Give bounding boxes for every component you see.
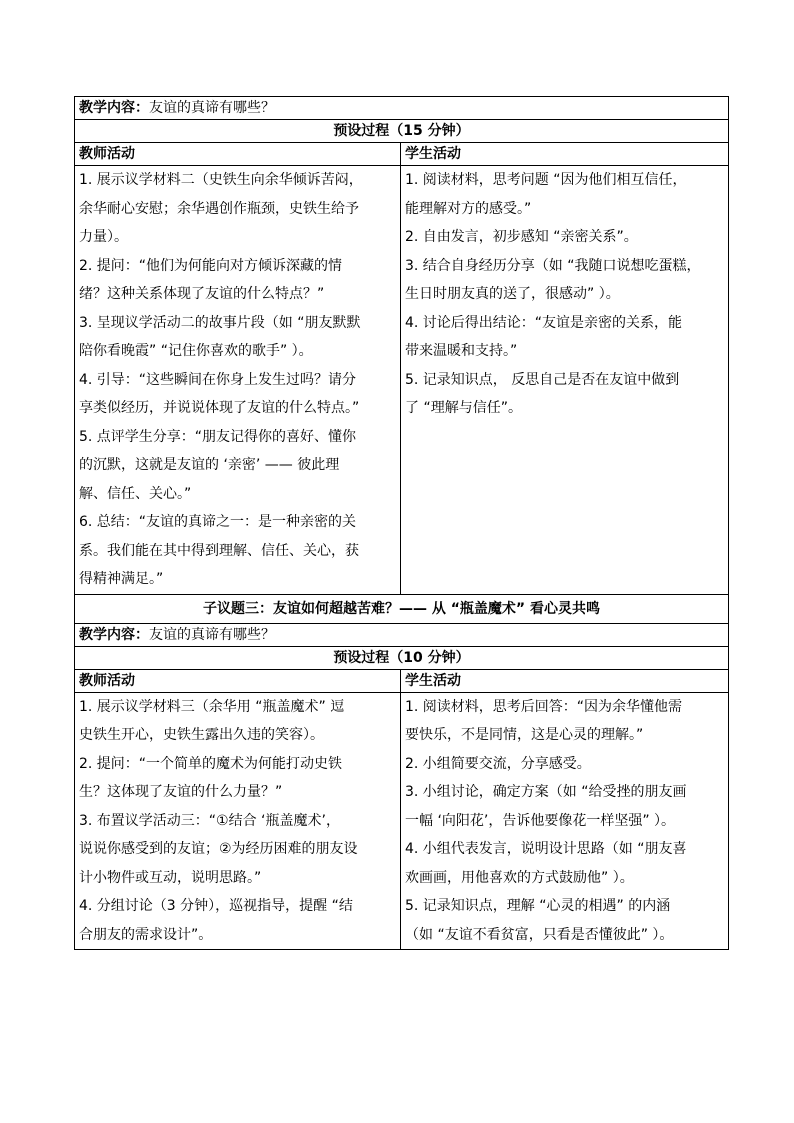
student-line: 4. 讨论后得出结论：“友谊是亲密的关系，能 xyxy=(405,314,683,331)
section1-content-row xyxy=(75,97,729,120)
section2-student-header: 学生活动 xyxy=(401,669,729,692)
section2-content-text: 友谊的真谛有哪些？ xyxy=(149,626,275,643)
teacher-line: 1. 展示议学材料二（史铁生向余华倾诉苦闷， xyxy=(79,172,363,188)
student-line: 一幅 ‘向阳花’，告诉他要像花一样坚强” ）。 xyxy=(405,812,676,829)
subtopic3-row xyxy=(75,594,729,623)
student-line: 2. 自由发言，初步感知 “亲密关系”。 xyxy=(405,229,638,245)
section2-content-cell xyxy=(75,623,729,646)
teacher-line: 绪？这种关系体现了友谊的什么特点？” xyxy=(79,286,325,302)
teacher-line: 说说你感受到的友谊；②为经历困难的朋友设 xyxy=(79,841,358,857)
teacher-line: 余华耐心安慰；余华遇创作瓶颈，史铁生给予 xyxy=(79,200,359,217)
section2-content-label: 教学内容： xyxy=(79,626,149,643)
student-line: 5. 记录知识点， 反思自己是否在友谊中做到 xyxy=(405,371,680,388)
section1-student-activities xyxy=(401,166,729,595)
teacher-line: 2. 提问：“一个简单的魔术为何能打动史铁 xyxy=(79,755,343,772)
teacher-line: 4. 分组讨论（3 分钟），巡视指导，提醒 “结 xyxy=(79,898,353,914)
student-line: 带来温暖和支持。” xyxy=(405,343,518,359)
teacher-line: 享类似经历，并说说体现了友谊的什么特点。” xyxy=(79,400,360,416)
teacher-line: 2. 提问：“他们为何能向对方倾诉深藏的情 xyxy=(79,257,343,274)
student-line: 了 “理解与信任”。 xyxy=(405,400,522,416)
section2-student-activities xyxy=(401,692,729,950)
section2-activities-row xyxy=(75,692,729,950)
student-line: 3. 结合自身经历分享（如 “我随口说想吃蛋糕， xyxy=(405,257,701,274)
section2-header-row xyxy=(75,669,729,692)
student-line: 5. 记录知识点，理解 “心灵的相遇” 的内涵 xyxy=(405,898,671,914)
teacher-line: 1. 展示议学材料三（余华用 “瓶盖魔术” 逗 xyxy=(79,698,345,715)
section1-process-title: 预设过程（15 分钟） xyxy=(75,120,729,143)
section2-process-row xyxy=(75,646,729,669)
teacher-line: 3. 呈现议学活动二的故事片段（如 “朋友默默 xyxy=(79,314,361,331)
teacher-line: 系。我们能在其中得到理解、信任、关心，获 xyxy=(79,542,359,559)
student-line: 能理解对方的感受。” xyxy=(405,200,532,217)
lesson-plan-page xyxy=(74,96,728,950)
section2-teacher-header: 教师活动 xyxy=(75,669,401,692)
student-line: 3. 小组讨论，确定方案（如 “给受挫的朋友画 xyxy=(405,784,687,800)
teacher-line: 合朋友的需求设计”。 xyxy=(79,926,213,943)
section2-teacher-activities xyxy=(75,692,401,950)
teacher-line: 6. 总结：“友谊的真谛之一：是一种亲密的关 xyxy=(79,514,357,530)
student-line: 1. 阅读材料，思考问题 “因为他们相互信任， xyxy=(405,172,687,188)
section1-content-text: 友谊的真谛有哪些？ xyxy=(149,100,275,116)
student-line: 欢画画，用他喜欢的方式鼓励他” ）。 xyxy=(405,869,634,886)
student-line: 4. 小组代表发言，说明设计思路（如 “朋友喜 xyxy=(405,841,687,857)
teacher-line: 的沉默，这就是友谊的 ‘亲密’ —— 彼此理 xyxy=(79,457,340,473)
section1-content-label: 教学内容： xyxy=(79,100,149,116)
section2-process-title: 预设过程（10 分钟） xyxy=(75,646,729,669)
teacher-line: 得精神满足。” xyxy=(79,571,164,587)
teacher-line: 5. 点评学生分享：“朋友记得你的喜好、懂你 xyxy=(79,428,357,445)
student-line: （如 “友谊不看贫富，只看是否懂彼此” ）。 xyxy=(405,926,674,943)
teacher-line: 3. 布置议学活动三：“①结合 ‘瓶盖魔术’， xyxy=(79,812,340,829)
student-line: 2. 小组简要交流，分享感受。 xyxy=(405,755,591,772)
subtopic3-title: 子议题三：友谊如何超越苦难？—— 从 “瓶盖魔术” 看心灵共鸣 xyxy=(75,594,729,623)
section1-header-row xyxy=(75,143,729,166)
section1-student-header: 学生活动 xyxy=(401,143,729,166)
section1-activities-row xyxy=(75,166,729,595)
section1-teacher-activities xyxy=(75,166,401,595)
student-line: 要快乐，不是同情，这是心灵的理解。” xyxy=(405,727,644,743)
teacher-line: 生？这体现了友谊的什么力量？” xyxy=(79,784,283,800)
teacher-line: 4. 引导：“这些瞬间在你身上发生过吗？请分 xyxy=(79,371,357,388)
lesson-plan-table xyxy=(74,96,729,950)
teacher-line: 解、信任、关心。” xyxy=(79,485,192,502)
student-line: 1. 阅读材料，思考后回答：“因为余华懂他需 xyxy=(405,698,683,715)
teacher-line: 陪你看晚霞” “记住你喜欢的歌手” ）。 xyxy=(79,343,313,359)
section1-teacher-header: 教师活动 xyxy=(75,143,401,166)
section1-content-cell xyxy=(75,97,729,120)
section1-process-row xyxy=(75,120,729,143)
teacher-line: 计小物件或互动，说明思路。” xyxy=(79,869,262,886)
teacher-line: 史铁生开心，史铁生露出久违的笑容）。 xyxy=(79,727,324,743)
section2-content-row xyxy=(75,623,729,646)
teacher-line: 力量）。 xyxy=(79,229,128,245)
student-line: 生日时朋友真的送了，很感动” ）。 xyxy=(405,286,620,302)
